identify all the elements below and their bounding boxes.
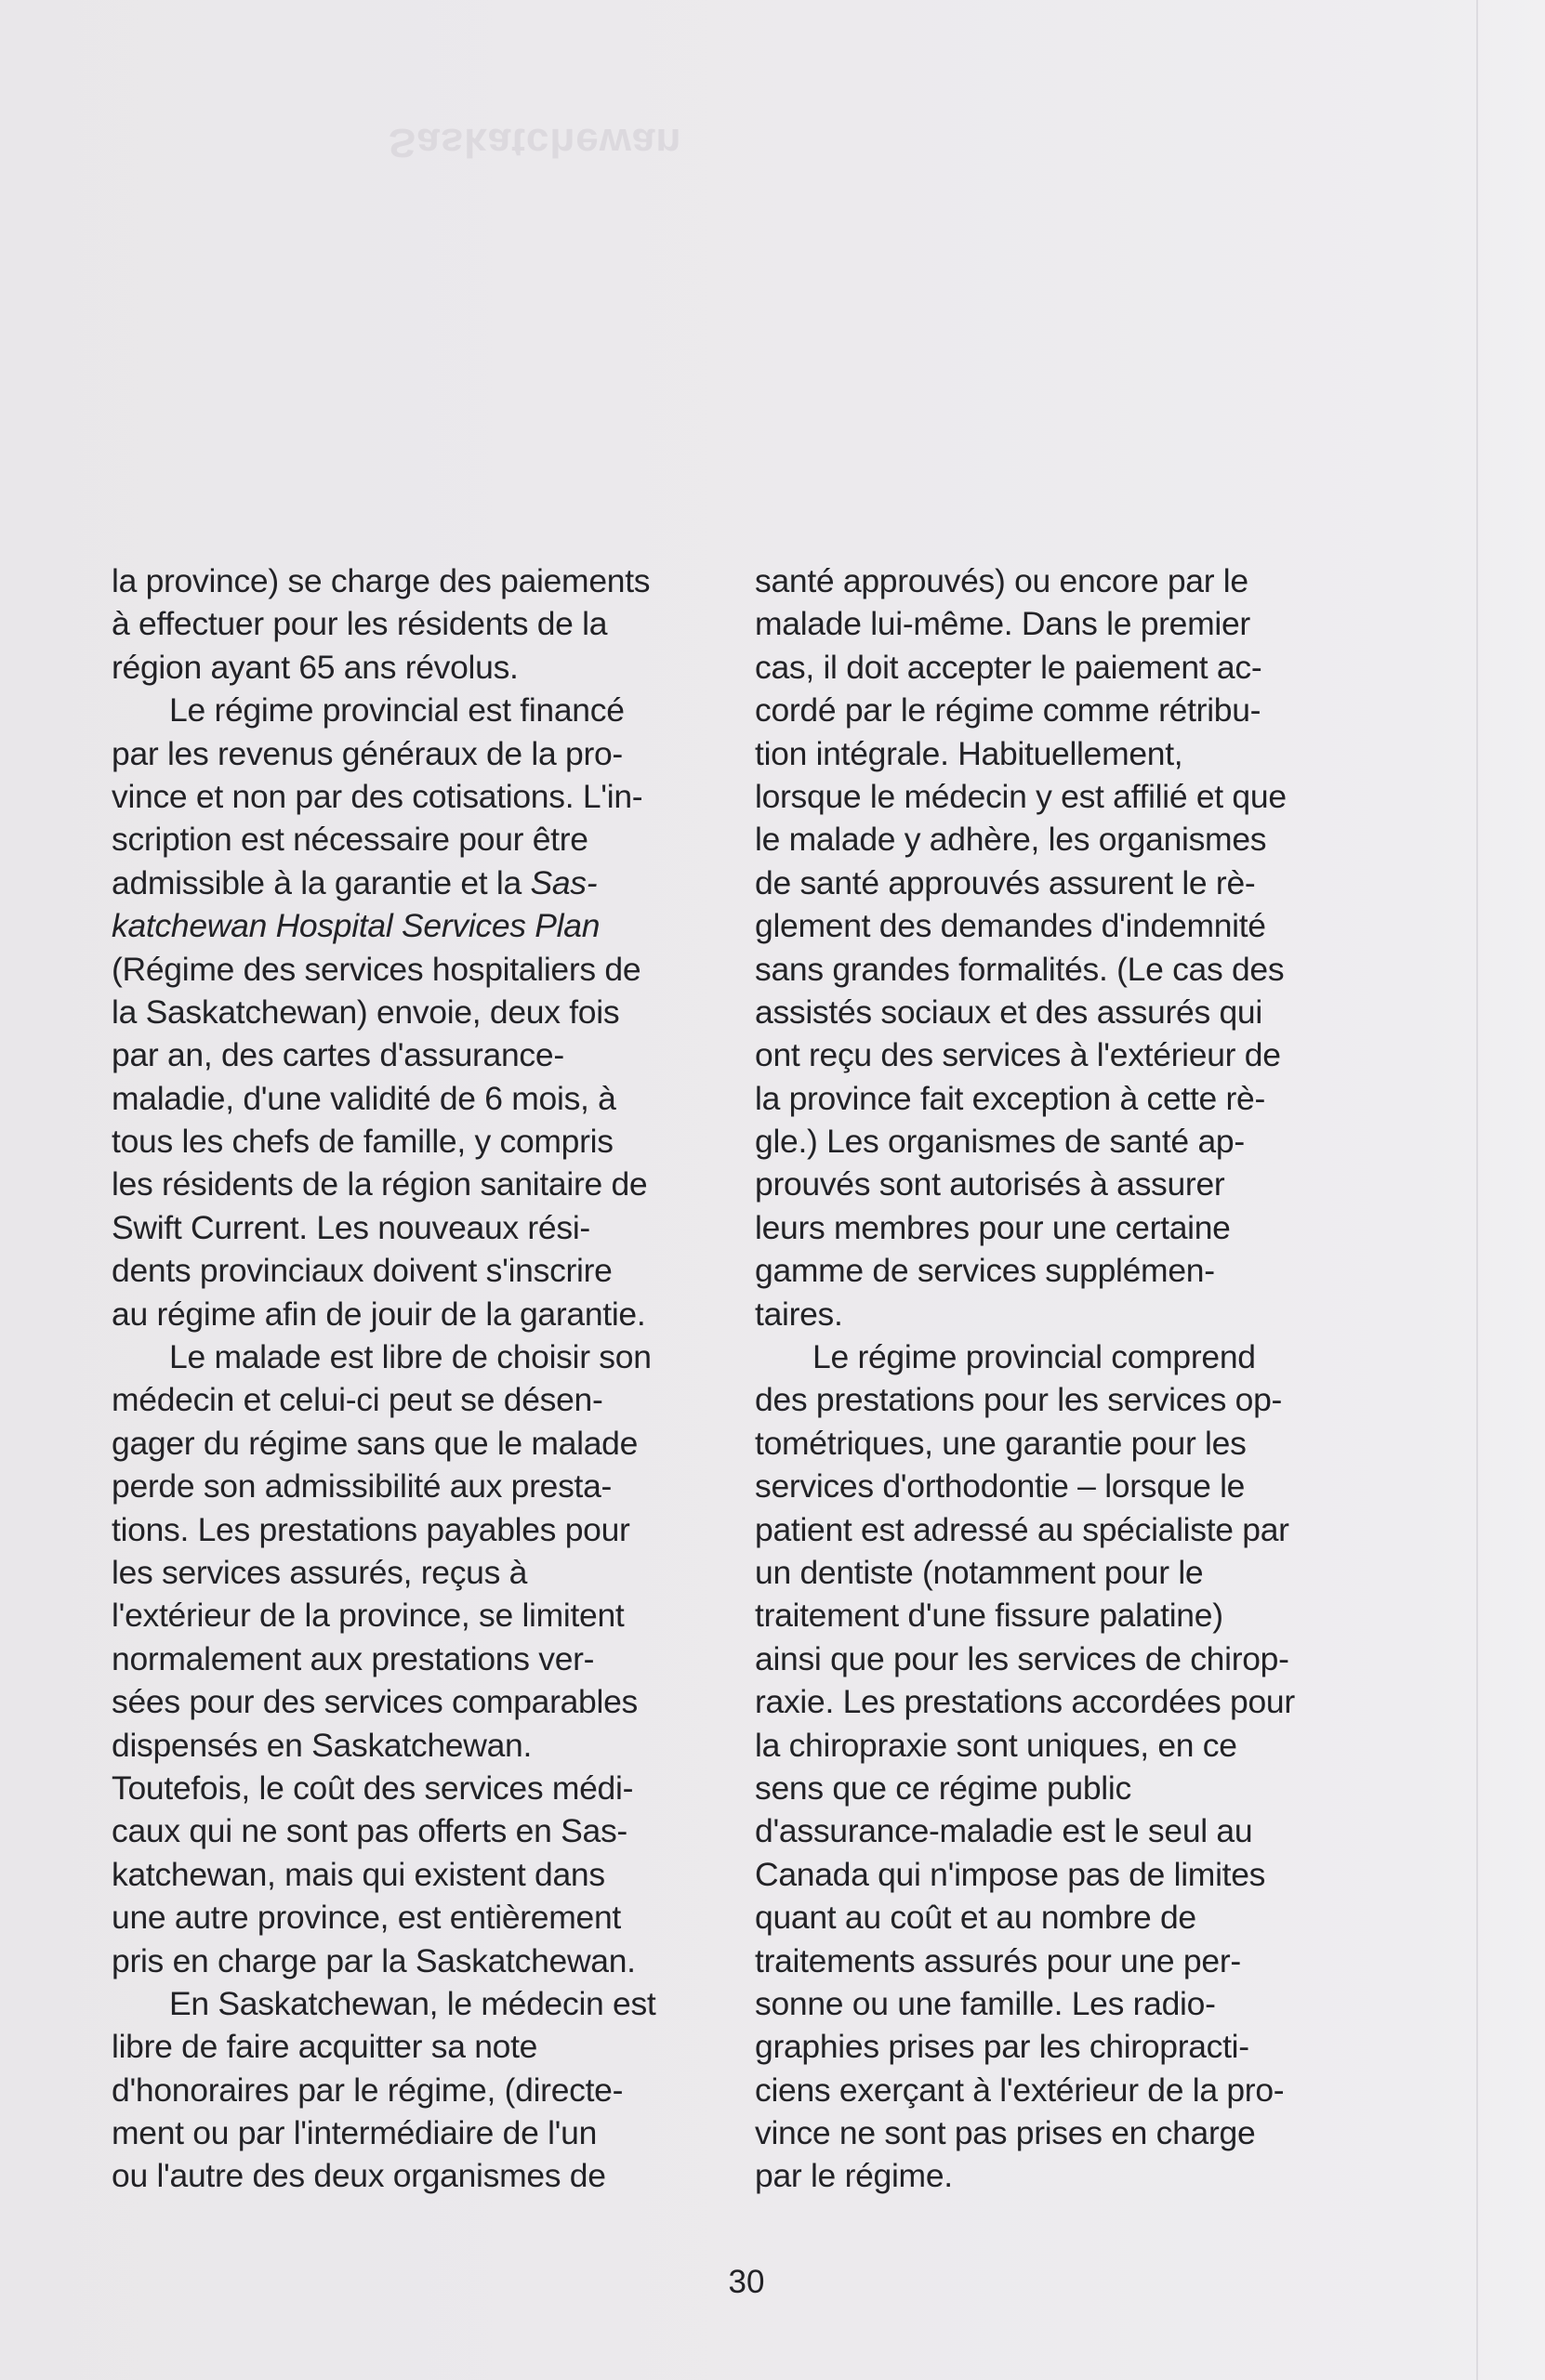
text-line: dispensés en Saskatchewan. xyxy=(112,1726,533,1764)
text-line: lorsque le médecin y est affilié et que xyxy=(755,777,1287,815)
text-line: katchewan, mais qui existent dans xyxy=(112,1855,605,1893)
text-line: dents provinciaux doivent s'inscrire xyxy=(112,1252,613,1290)
text-line: maladie, d'une validité de 6 mois, à xyxy=(112,1079,616,1117)
text-line: ou l'autre des deux organismes de xyxy=(112,2157,606,2195)
text-line: ont reçu des services à l'extérieur de xyxy=(755,1036,1281,1074)
text-line: une autre province, est entièrement xyxy=(112,1899,621,1937)
text-line: vince ne sont pas prises en charge xyxy=(755,2114,1256,2152)
italic-plan-name: katchewan Hospital Services Plan xyxy=(112,907,601,945)
text-line: les résidents de la région sanitaire de xyxy=(112,1165,648,1203)
text-line: sens que ce régime public xyxy=(755,1769,1131,1807)
text-line: cas, il doit accepter le paiement ac- xyxy=(755,648,1262,686)
text-line: prouvés sont autorisés à assurer xyxy=(755,1165,1225,1203)
bleed-through-heading: Saskatchewan xyxy=(389,120,682,165)
text-line: normalement aux prestations ver- xyxy=(112,1639,595,1677)
text-line: par le régime. xyxy=(755,2157,953,2195)
text-line: un dentiste (notamment pour le xyxy=(755,1553,1204,1591)
text-line: les services assurés, reçus à xyxy=(112,1553,528,1591)
text-line: la chiropraxie sont uniques, en ce xyxy=(755,1726,1237,1764)
paragraph-first-line: Le malade est libre de choisir son xyxy=(169,1338,652,1376)
text-line: perde son admissibilité aux presta- xyxy=(112,1467,613,1506)
text-line: graphies prises par les chiropracti- xyxy=(755,2028,1249,2066)
text-line: tion intégrale. Habituellement, xyxy=(755,734,1183,772)
text-line: ment ou par l'intermédiaire de l'un xyxy=(112,2114,598,2152)
text-line: de santé approuvés assurent le rè- xyxy=(755,863,1256,901)
text-line: services d'orthodontie – lorsque le xyxy=(755,1467,1246,1506)
text-line: ainsi que pour les services de chirop- xyxy=(755,1639,1289,1677)
text-line: assistés sociaux et des assurés qui xyxy=(755,993,1262,1031)
text-line: gager du régime sans que le malade xyxy=(112,1424,639,1462)
italic-plan-name: Sas- xyxy=(530,863,598,901)
text-line: Canada qui n'impose pas de limites xyxy=(755,1855,1266,1893)
text-line: d'assurance-maladie est le seul au xyxy=(755,1812,1253,1850)
text-line: à effectuer pour les résidents de la xyxy=(112,605,608,643)
text-line: traitement d'une fissure palatine) xyxy=(755,1597,1223,1635)
right-text-column xyxy=(755,559,1387,2198)
text-line: la Saskatchewan) envoie, deux fois xyxy=(112,993,620,1031)
text-line: tions. Les prestations payables pour xyxy=(112,1510,630,1548)
paragraph-first-line: En Saskatchewan, le médecin est xyxy=(169,1984,656,2022)
text-line: gamme de services supplémen- xyxy=(755,1252,1215,1290)
text-line: taires. xyxy=(755,1295,843,1333)
text-line: le malade y adhère, les organismes xyxy=(755,821,1267,859)
text-line: patient est adressé au spécialiste par xyxy=(755,1510,1289,1548)
text-line: pris en charge par la Saskatchewan. xyxy=(112,1941,636,1979)
text-line: leurs membres pour une certaine xyxy=(755,1208,1231,1246)
text-line: tous les chefs de famille, y compris xyxy=(112,1123,614,1161)
text-line: sées pour des services comparables xyxy=(112,1683,638,1721)
text-line: sonne ou une famille. Les radio- xyxy=(755,1984,1216,2022)
text-line: des prestations pour les services op- xyxy=(755,1381,1283,1419)
text-line-start: admissible à la garantie et la xyxy=(112,863,531,901)
left-text-column xyxy=(112,559,716,2198)
text-line: scription est nécessaire pour être xyxy=(112,821,588,859)
text-line: (Régime des services hospitaliers de xyxy=(112,950,641,988)
text-line: raxie. Les prestations accordées pour xyxy=(755,1683,1295,1721)
text-line: d'honoraires par le régime, (directe- xyxy=(112,2071,624,2109)
text-line: caux qui ne sont pas offerts en Sas- xyxy=(112,1812,627,1850)
text-line: glement des demandes d'indemnité xyxy=(755,907,1266,945)
page-edge xyxy=(1476,0,1478,2380)
paragraph-first-line: Le régime provincial comprend xyxy=(812,1338,1256,1376)
text-line: par an, des cartes d'assurance- xyxy=(112,1036,564,1074)
text-line: au régime afin de jouir de la garantie. xyxy=(112,1295,646,1333)
text-line: traitements assurés pour une per- xyxy=(755,1941,1241,1979)
text-line: santé approuvés) ou encore par le xyxy=(755,562,1248,599)
text-line: Toutefois, le coût des services médi- xyxy=(112,1769,634,1807)
text-line: la province) se charge des paiements xyxy=(112,562,651,599)
text-line: gle.) Les organismes de santé ap- xyxy=(755,1123,1245,1161)
text-line: ciens exerçant à l'extérieur de la pro- xyxy=(755,2071,1285,2109)
text-line: Swift Current. Les nouveaux rési- xyxy=(112,1208,590,1246)
text-line: par les revenus généraux de la pro- xyxy=(112,734,623,772)
text-line: vince et non par des cotisations. L'in- xyxy=(112,777,643,815)
paragraph-first-line: Le régime provincial est financé xyxy=(169,691,625,730)
text-line: sans grandes formalités. (Le cas des xyxy=(755,950,1285,988)
text-line: tométriques, une garantie pour les xyxy=(755,1424,1247,1462)
text-line: libre de faire acquitter sa note xyxy=(112,2028,538,2066)
page-number: 30 xyxy=(728,2264,765,2300)
text-line: région ayant 65 ans révolus. xyxy=(112,648,519,686)
text-line: la province fait exception à cette rè- xyxy=(755,1079,1266,1117)
text-line xyxy=(112,861,716,904)
text-line: l'extérieur de la province, se limitent xyxy=(112,1597,625,1635)
text-line: malade lui-même. Dans le premier xyxy=(755,605,1250,643)
text-line: cordé par le régime comme rétribu- xyxy=(755,691,1261,730)
text-line: quant au coût et au nombre de xyxy=(755,1899,1196,1937)
text-line: médecin et celui-ci peut se désen- xyxy=(112,1381,603,1419)
